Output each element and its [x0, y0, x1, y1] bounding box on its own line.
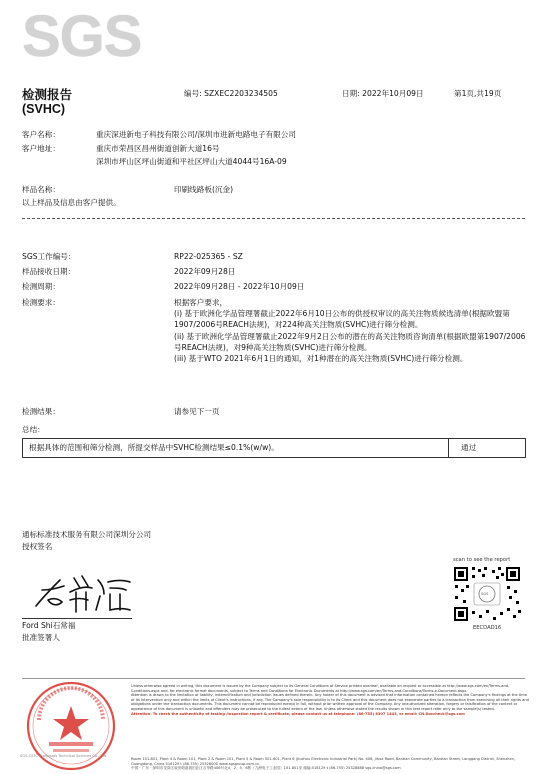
disclaimer-part-2: Attention is drawn to the limitation of liability, indemnification and jurisdiction issues defined therein. Any holder of this document is advised that information contained hereon reflects the Company's findings at the time of its intervention only and within the limits of Client's instructions, if any. The Company's sole responsibility is to its Client and this document does not exonerate parties to a transaction from exercising all their rights and obligations under the transaction documents. This document cannot be reproduced except in full, without prior written approval of the Company. Any unauthorized alteration, forgery or falsification of the content or appearance of this document is unlawful and offenders may be prosecuted to the fullest extent of the law. Unless otherwise stated the results shown in this test report refer only to the sample(s) tested.: [131, 693, 529, 711]
disclaimer-part-1: Unless otherwise agreed in writing, this document is issued by the Company subject to its General Conditions of Service printed overleaf, available on request or accessible at http://www.sgs.com/en/Terms-and-Conditions.aspx and, for electronic format documents, subject to Terms and Conditions for Electronic Documents at http://www.sgs.com/en/Terms-and-Conditions/Terms-e-Document.aspx.: [131, 684, 510, 693]
client-address-label: 客户地址：: [22, 144, 60, 153]
summary-result: 通过: [461, 443, 477, 452]
footer-disclaimer: [131, 684, 531, 716]
qr-code-id: EECDAD16: [473, 625, 502, 631]
address-english: Room 101-801, Plant 4 & Room 101, Plant 2 & Room 101, Plant 5 & Room 501-601, Plant 6 (Jiuzhou Electronic Industrial Park) No. 406, Jihua Road, Bantian Community, Bantian Street, Longgang District, Shenzhen, Guangdong, China 518129 t (86-755) 25328000 www.sgsgroup.com.cn: [131, 757, 516, 766]
sample-name-value: 印刷线路板(沉金): [174, 185, 234, 194]
test-result-label: 检测结果：: [22, 407, 60, 416]
client-name-label: 客户名称：: [22, 130, 60, 139]
footer-address: [131, 757, 526, 771]
sgs-logo: SGS: [22, 4, 142, 69]
client-address-line1: 重庆市荣昌区昌州街道创新大道16号: [96, 144, 220, 153]
section-divider: [22, 218, 525, 219]
page-indicator: 第1页,共19页: [454, 89, 502, 98]
summary-label: 总结：: [22, 425, 45, 434]
authenticity-attention: Attention: To check the authenticity of testing /inspection report & certificate, please contact us at telephone: (86-755) 8307 1443, or email: CN.Doccheck@sgs.com: [131, 711, 465, 716]
client-name-value: 重庆深进新电子科技有限公司/深圳市进新电路电子有限公司: [96, 130, 296, 139]
requirement-iii: (iii) 基于WTO 2021年6月1日的通知，对1种潜在的高关注物质(SVHC)进行筛分检测。: [174, 354, 468, 364]
job-number-label: SGS工作编号：: [22, 252, 76, 261]
qr-center-label: SGS: [481, 592, 489, 596]
summary-text: 根据具体的范围和筛分检测，所提交样品中SVHC检测结果≤0.1%(w/w)。: [29, 443, 279, 452]
received-date-label: 样品接收日期：: [22, 267, 76, 276]
qr-caption: scan to see the report: [453, 557, 511, 563]
requirement-intro: 根据客户要求，: [174, 298, 228, 307]
report-number: 编号: SZXEC2203234505: [184, 89, 278, 98]
sample-name-label: 样品名称：: [22, 185, 60, 194]
summary-divider: [448, 439, 449, 457]
client-address-line2: 深圳市坪山区坪山街道和平社区坪山大道4044号16A-09: [96, 157, 287, 166]
job-number-value: RP22-025365 - SZ: [174, 252, 243, 261]
requirement-ii: (ii) 基于欧洲化学品管理署截止2022年9月2日公布的潜在的高关注物质咨询清单(根据欧盟第1907/2006号REACH法规)，对9种高关注物质(SVHC)进行筛分检测。: [174, 331, 526, 352]
signer-role: 批准签署人: [22, 633, 60, 642]
authorized-signature-label: 授权签名: [22, 542, 53, 551]
test-period-label: 检测周期：: [22, 282, 60, 291]
requirement-i: (i) 基于欧洲化学品管理署截止2022年6月10日公布的供授权审议的高关注物质候选清单(根据欧盟第1907/2006号REACH法规)，对224种高关注物质(SVHC)进行筛分检测。: [174, 309, 510, 330]
received-date-value: 2022年09月28日: [174, 267, 236, 276]
summary-table: [22, 438, 526, 458]
footer-divider: [22, 678, 525, 679]
handwritten-signature: [30, 566, 140, 618]
report-date: 日期: 2022年10月09日: [342, 89, 424, 98]
report-title: 检测报告: [22, 88, 73, 102]
company-name: 通标标准技术服务有限公司深圳分公司: [22, 530, 152, 539]
stamp-side-text: SGS-CSTC Standards Technical Services Co., Ltd.: [20, 754, 108, 758]
signature-line: [22, 618, 132, 619]
test-result-value: 请参见下一页: [174, 407, 220, 416]
report-subtitle: (SVHC): [22, 102, 66, 116]
test-period-value: 2022年09月28日 - 2022年10月09日: [174, 282, 305, 291]
address-chinese: 中国・广东・深圳市龙岗区坂田街道坂田社区吉华路406号北4、2、5、6栋（九洲电子工业园）101-801室 邮编:518129 t (86-755) 25328888 sgs.china@sgs.com: [131, 766, 401, 771]
signer-name: Ford Shi石常福: [22, 621, 76, 630]
test-requirement-label: 检测要求：: [22, 298, 60, 307]
sample-note: 以上样品及信息由客户提供。: [22, 198, 121, 207]
test-requirement-block: [174, 297, 526, 364]
